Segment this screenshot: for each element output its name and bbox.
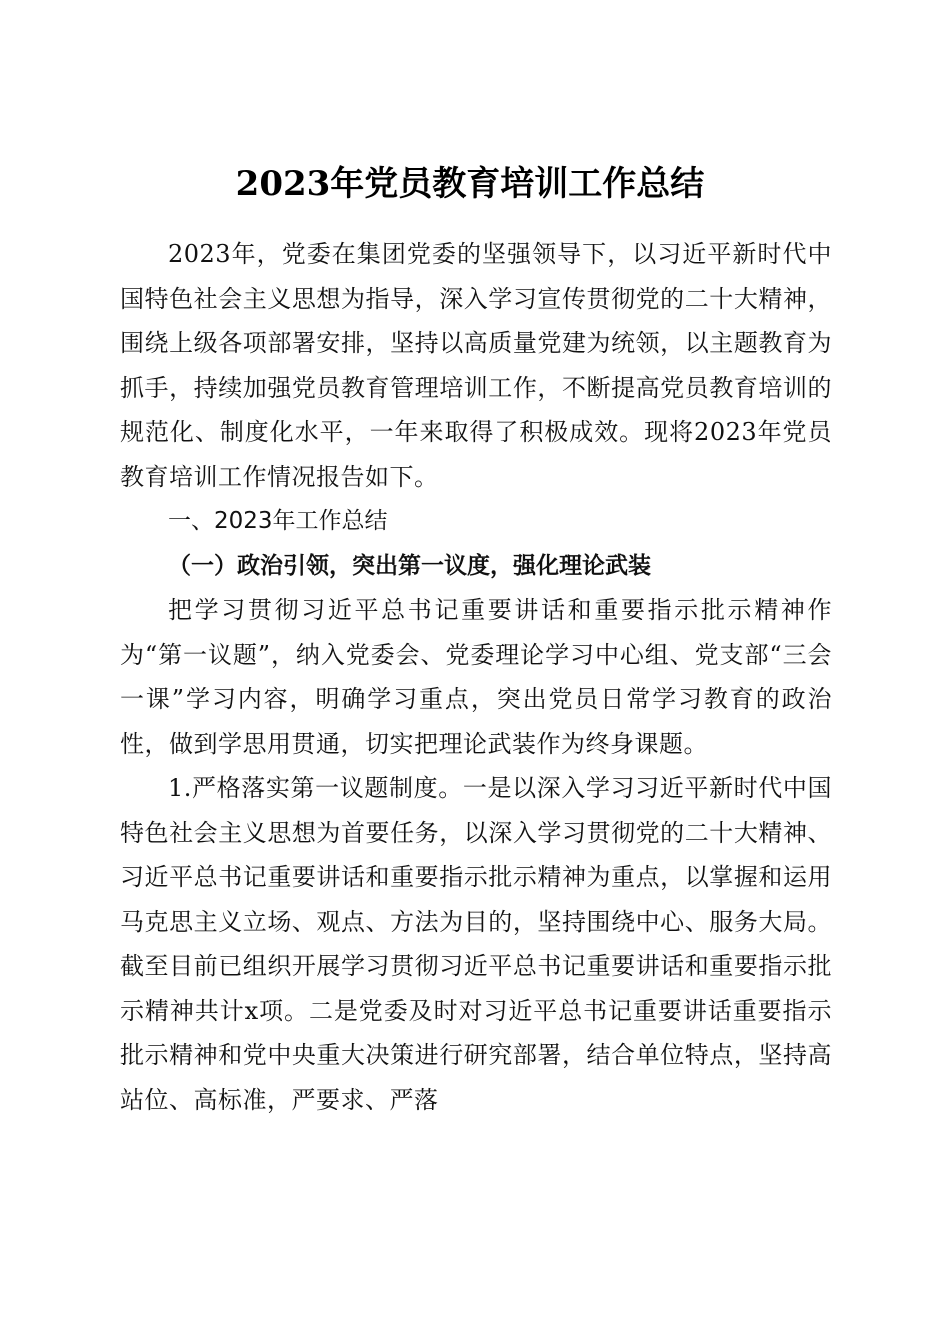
section-heading-work-summary: 一、2023年工作总结 (168, 508, 388, 534)
item-1-paragraph: 1.严格落实第一议题制度。一是以深入学习习近平新时代中国特色社会主义思想为首要任务，以深入学习贯彻党的二十大精神、习近平总书记重要讲话和重要指示批示精神为重点，以掌握和运用马克思主义立场、观点、方法为目的，坚持围绕中心、服务大局。截至目前已组织开展学习贯彻习近平总书记重要讲话和重要指示批示精神共计x项。二是党委及时对习近平总书记重要讲话重要指示批示精神和党中央重大决策进行研究部署，结合单位特点，坚持高站位、高标准，严要求、严落 (120, 774, 832, 1114)
subsection-heading-political-leadership: （一）政治引领，突出第一议度，强化理论武装 (168, 551, 651, 579)
document-title: 2023年党员教育培训工作总结 (235, 163, 705, 204)
document-body (120, 232, 832, 1122)
subsection-body-paragraph: 把学习贯彻习近平总书记重要讲话和重要指示批示精神作为“第一议题”，纳入党委会、党委理论学习中心组、党支部“三会一课”学习内容，明确学习重点，突出党员日常学习教育的政治性，做到学思用贯通，切实把理论武装作为终身课题。 (120, 596, 832, 758)
intro-paragraph: 2023年，党委在集团党委的坚强领导下，以习近平新时代中国特色社会主义思想为指导，深入学习宣传贯彻党的二十大精神，围绕上级各项部署安排，坚持以高质量党建为统领，以主题教育为抓手，持续加强党员教育管理培训工作，不断提高党员教育培训的规范化、制度化水平，一年来取得了积极成效。现将2023年党员教育培训工作情况报告如下。 (120, 240, 832, 491)
